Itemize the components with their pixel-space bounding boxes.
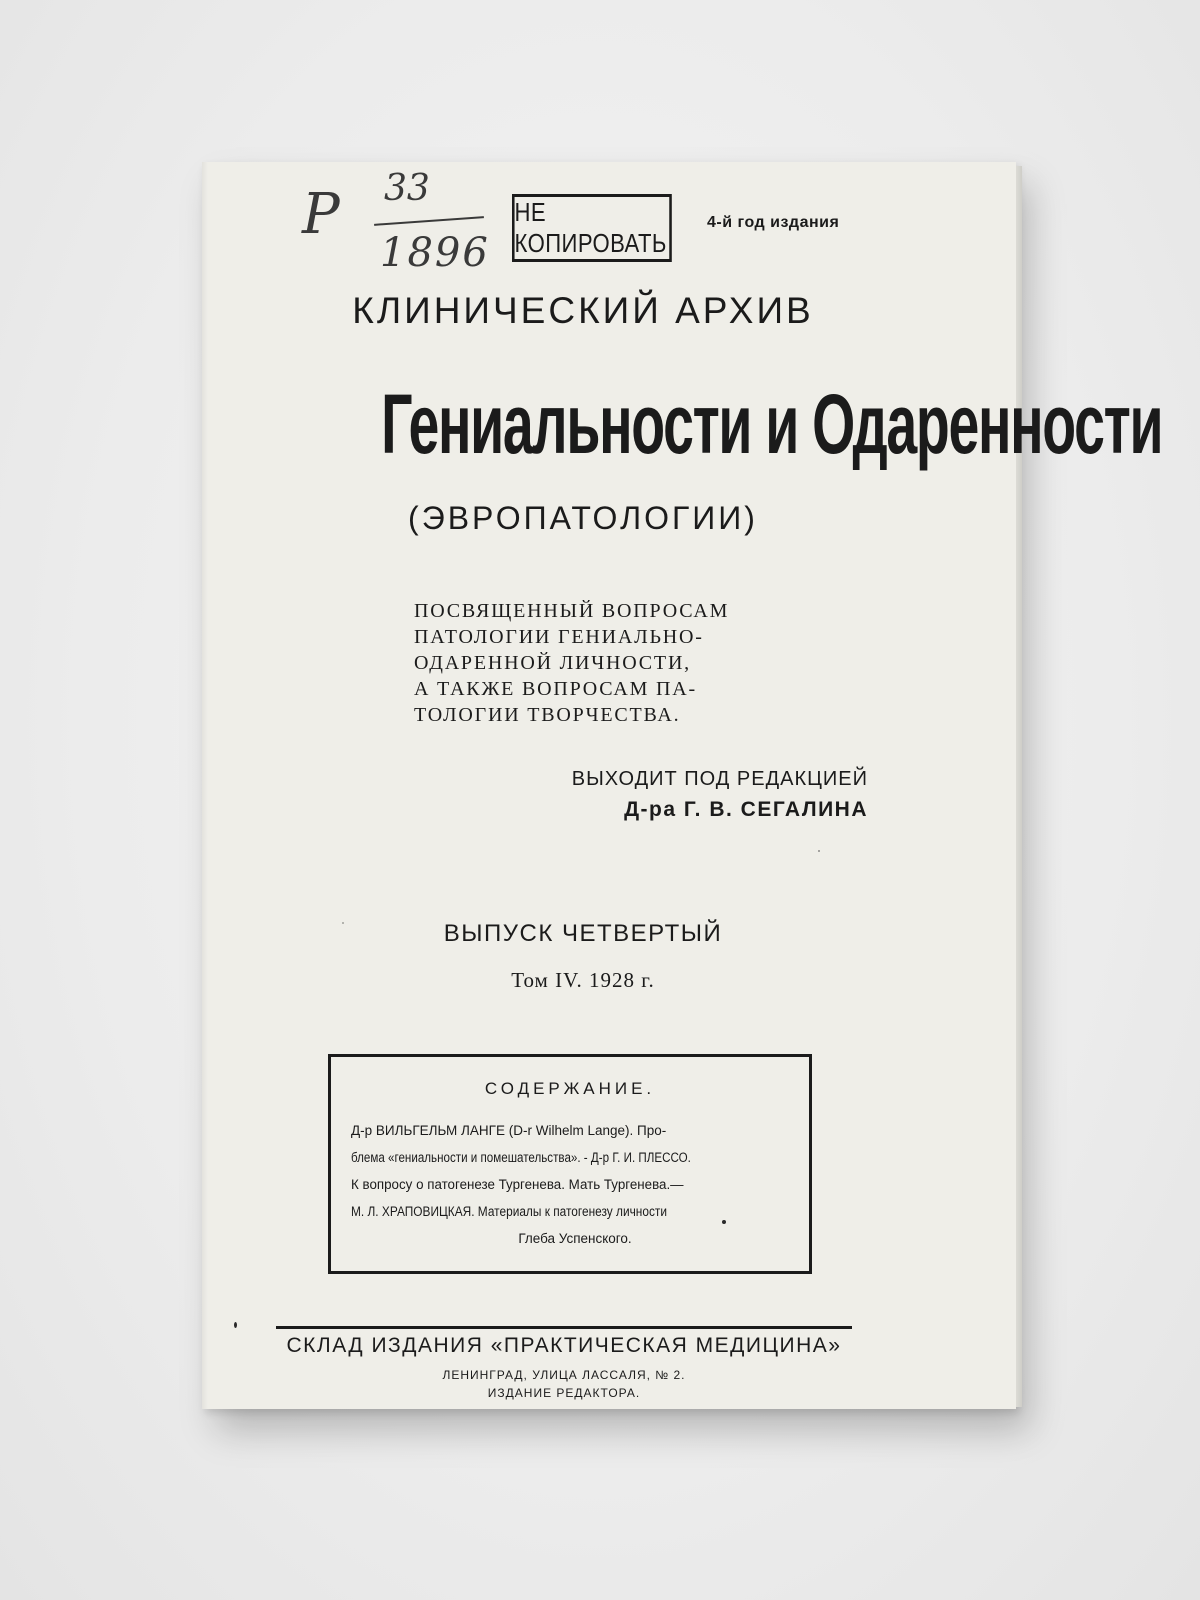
shelfmark-code: 1896 bbox=[380, 230, 490, 276]
main-title-text: Гениальности и Одаренности bbox=[381, 377, 1163, 471]
publisher-name: СКЛАД ИЗДАНИЯ «ПРАКТИЧЕСКАЯ МЕДИЦИНА» bbox=[286, 1334, 842, 1357]
description-line: А ТАКЖЕ ВОПРОСАМ ПА- bbox=[414, 678, 697, 700]
do-not-copy-stamp: НЕ КОПИРОВАТЬ bbox=[512, 194, 672, 262]
archive-title: КЛИНИЧЕСКИЙ АРХИВ bbox=[352, 290, 814, 331]
paper-speck bbox=[818, 850, 820, 852]
contents-line: К вопросу о патогенезе Тургенева. Мать Тургенева.— bbox=[351, 1177, 684, 1192]
contents-list bbox=[351, 1117, 799, 1252]
description-line: ПАТОЛОГИИ ГЕНИАЛЬНО- bbox=[414, 626, 704, 648]
paper-speck bbox=[722, 1220, 726, 1224]
editor-line: ВЫХОДИТ ПОД РЕДАКЦИЕЙ bbox=[571, 768, 868, 790]
page-edge bbox=[1016, 166, 1022, 1407]
contents-title: СОДЕРЖАНИЕ. bbox=[484, 1079, 656, 1098]
paper-speck bbox=[342, 922, 344, 924]
publisher-rule bbox=[276, 1326, 852, 1329]
shelfmark-number: 33 bbox=[384, 168, 430, 209]
edition-note: ИЗДАНИЕ РЕДАКТОРА. bbox=[487, 1386, 641, 1400]
contents-line: блема «гениальности и помешательства». - Д-р Г. И. ПЛЕССО. bbox=[351, 1150, 691, 1165]
paper-speck bbox=[234, 1322, 237, 1328]
description bbox=[414, 598, 730, 728]
contents-line: Глеба Успенского. bbox=[518, 1231, 632, 1246]
book-cover bbox=[202, 162, 1163, 1409]
description-line: ТОЛОГИИ ТВОРЧЕСТВА. bbox=[414, 704, 681, 726]
year-label: 4-й год издания bbox=[707, 214, 840, 231]
subtitle: (ЭВРОПАТОЛОГИИ) bbox=[408, 500, 758, 536]
editor-name: Д-ра Г. В. СЕГАЛИНА bbox=[624, 798, 868, 821]
contents-box bbox=[328, 1054, 812, 1274]
contents-line: Д-р ВИЛЬГЕЛЬМ ЛАНГЕ (D-r Wilhelm Lange). Про- bbox=[351, 1123, 667, 1138]
handwritten-shelfmark bbox=[302, 168, 492, 304]
volume-label: Том IV. 1928 г. bbox=[511, 968, 655, 992]
contents-line: М. Л. ХРАПОВИЦКАЯ. Материалы к патогенезу личности bbox=[351, 1204, 667, 1219]
shelfmark-letter: Р bbox=[302, 182, 340, 247]
description-line: ОДАРЕННОЙ ЛИЧНОСТИ, bbox=[414, 652, 691, 674]
publisher-address: ЛЕНИНГРАД, УЛИЦА ЛАССАЛЯ, № 2. bbox=[442, 1368, 686, 1382]
issue-label: ВЫПУСК ЧЕТВЕРТЫЙ bbox=[443, 920, 723, 947]
shelfmark-divider bbox=[374, 216, 484, 226]
description-line: ПОСВЯЩЕННЫЙ ВОПРОСАМ bbox=[414, 600, 730, 622]
main-title bbox=[180, 377, 1163, 471]
